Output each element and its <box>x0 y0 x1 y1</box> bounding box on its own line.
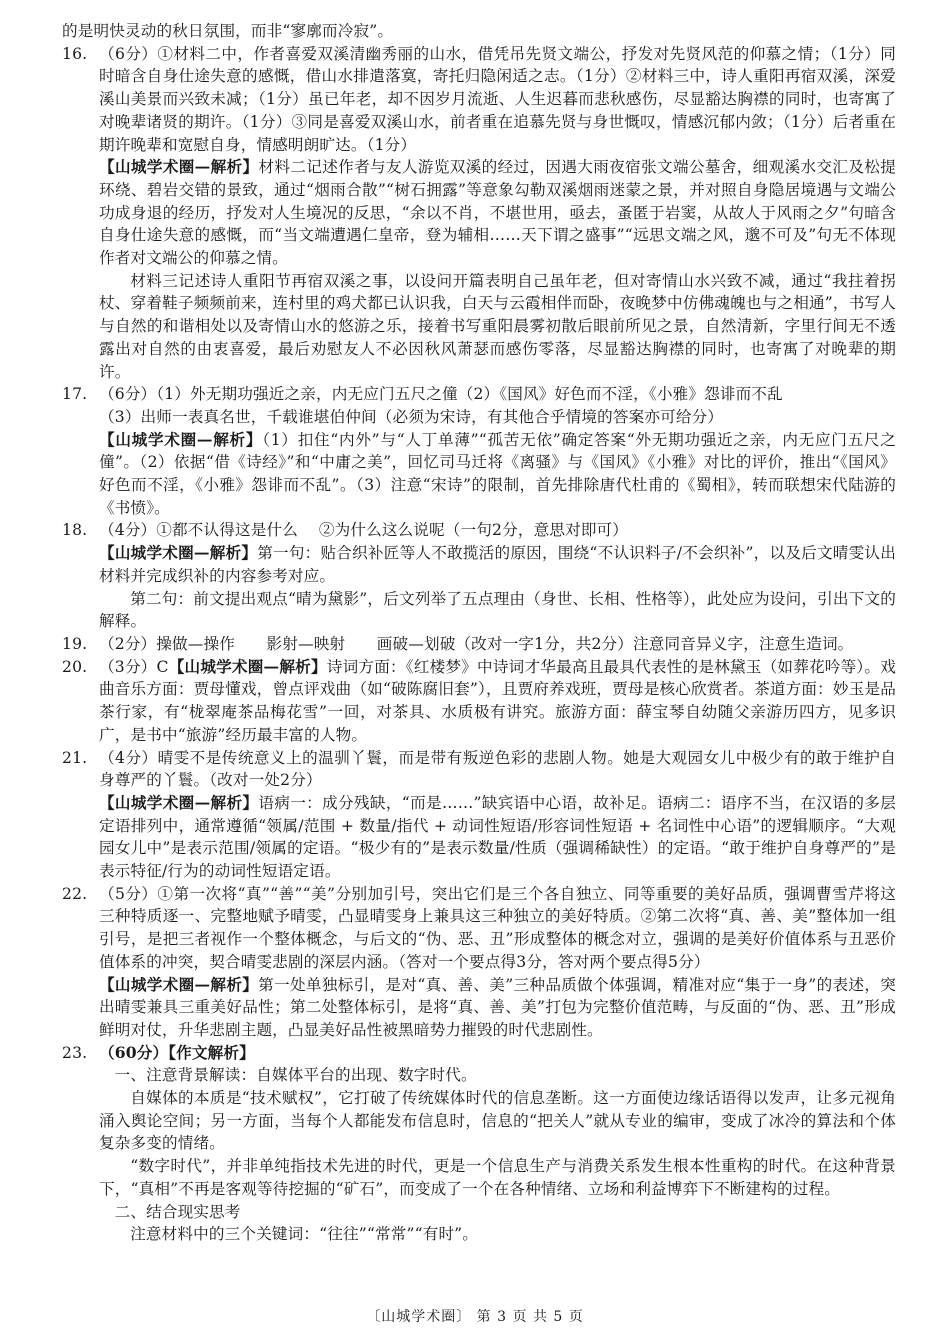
answer-text: （4分）①都不认得这是什么 ②为什么这么说呢（一句2分，意思对即可） <box>99 521 629 540</box>
essay-paragraph: 自媒体的本质是“技术赋权”，它打破了传统媒体时代的信息垄断。这一方面使边缘话语得以发声，让多元视角涌入舆论空间；另一方面，当每个人都能发布信息时，信息的“把关人”就从专业的编审，变成了冰冷的算法和个体复杂多变的情绪。 <box>99 1089 896 1153</box>
question-body <box>99 43 896 157</box>
analysis-paragraph <box>62 542 896 587</box>
question-17 <box>62 383 896 406</box>
essay-heading: （60分）【作文解析】 <box>99 1042 255 1062</box>
question-18 <box>62 519 896 542</box>
question-number: 21. <box>62 748 88 767</box>
analysis-paragraph <box>62 156 896 270</box>
question-number: 23. <box>62 1043 88 1062</box>
question-number: 17. <box>62 385 88 404</box>
question-number: 20. <box>62 657 88 676</box>
analysis-text: 诗词方面：《红楼梦》中诗词才华最高且最具代表性的是林黛玉（如葬花吟等）。戏曲音乐方面：贾母懂戏，曾点评戏曲（如“破陈腐旧套”），且贾府养戏班，贾母是核心欣赏者。茶道方面：妙玉是品茶行家，有“栊翠庵茶品梅花雪”一回，对茶具、水质极有讲究。旅游方面：薛宝琴自幼随父亲游历四方，见多识广，是书中“旅游”经历最丰富的人物。 <box>99 657 896 744</box>
answer-text: （5分）①第一次将“真”“善”“美”分别加引号，突出它们是三个各自独立、同等重要的美好品质，强调曹雪芹将这三种特质逐一、完整地赋予晴雯，凸显晴雯身上兼具这三种独立的美好特质。②第二次将“真、善、美”整体加一组引号，是把三者视作一个整体概念，与后文的“伪、恶、丑”形成整体的概念对立，强调的是美好价值体系与丑恶价值体系的冲突，契合晴雯悲剧的深层内涵。（答对一个要点得3分，答对两个要点得5分） <box>99 884 896 971</box>
analysis-paragraph: 第二句：前文提出观点“晴为黛影”，后文列举了五点理由（身世、长相、性格等），此处应为设问，引出下文的解释。 <box>99 589 896 631</box>
analysis-tag: 【山城学术圈—解析】 <box>99 974 259 994</box>
question-23 <box>62 1042 896 1065</box>
question-number: 16. <box>62 44 88 63</box>
question-body <box>99 883 896 974</box>
analysis-tag: 【山城学术圈—解析】 <box>99 792 259 812</box>
analysis-tag: 【山城学术圈—解析】 <box>168 656 327 676</box>
answer-text <box>99 656 896 747</box>
answer-text: （2分）操做—操作 影射—映射 画破—划破（改对一字1分，共2分）注意同音异义字，注意生造词。 <box>99 634 854 653</box>
answer-text: （4分）晴雯不是传统意义上的温驯丫鬟，而是带有叛逆色彩的悲剧人物。她是大观园女儿中极少有的敢于维护自身尊严的丫鬟。（改对一处2分） <box>99 748 896 790</box>
analysis-paragraph <box>62 792 896 883</box>
analysis-text: （1）扣住“内外”与“人丁单薄”“孤苦无依”确定答案“外无期功强近之亲，内无应门五尺之僮”。（2）依据“借《诗经》”和“中庸之美”，回忆司马迁将《离骚》与《国风》《小雅》对比的评价，推出“《国风》好色而不淫，《小雅》怨诽而不乱”。（3）注意“宋诗”的限制，首先排除唐代杜甫的《蜀相》，转而联想宋代陆游的《书愤》。 <box>99 430 896 517</box>
answer-text: （3）出师一表真名世，千载谁堪伯仲间（必须为宋诗，有其他合乎情境的答案亦可给分） <box>99 407 724 426</box>
analysis-text: 材料二记述作者与友人游览双溪的经过，因遇大雨夜宿张文端公墓舍，细观溪水交汇及松提环绕、碧岩交错的景致，通过“烟雨合散”“树石拥露”等意象勾勒双溪烟雨迷蒙之景，并对照自身隐居境遇与文端公功成身退的经历，抒发对人生境况的反思，“余以不肖，不堪世用，亟去，蚤匿于岩窦，从故人于风雨之夕”句暗含自身仕途失意的感慨，而“当文端遭遇仁皇帝，登为辅相……天下谓之盛事”“远思文端之风，邈不可及”句无不体现作者对文端公的仰慕之情。 <box>99 158 896 268</box>
analysis-paragraph <box>62 429 896 520</box>
analysis-tag: 【山城学术圈—解析】 <box>99 543 258 563</box>
answer-text: （6分）①材料二中，作者喜爱双溪清幽秀丽的山水，借凭吊先贤文端公，抒发对先贤风范的仰慕之情；（1分）同时暗含自身仕途失意的感慨，借山水排遣落寞，寄托归隐闲适之志。（1分）②材料三中，诗人重阳再宿双溪，深爱溪山美景而兴致未减；（1分）虽已年老，却不因岁月流逝、人生迟暮而悲秋感伤，尽显豁达胸襟的同时，也寄寓了对晚辈诸贤的期许。（1分）③同是喜爱双溪山水，前者重在追慕先贤与身世慨叹，情感沉郁内敛；（1分）后者重在期许晚辈和宽慰自身，情感明朗旷达。（1分） <box>99 44 896 154</box>
analysis-text: 第一句：贴合织补匠等人不敢揽活的原因，围绕“不认识料子/不会织补”，以及后文晴雯认出材料并完成织补的内容参考对应。 <box>99 544 896 585</box>
essay-paragraph: 注意材料中的三个关键词：“往往”“常常”“有时”。 <box>130 1225 479 1244</box>
question-19 <box>62 633 896 656</box>
question-number: 19. <box>62 634 88 653</box>
question-number: 22. <box>62 884 88 903</box>
question-body <box>99 519 896 542</box>
answer-text: （6分）（1）外无期功强近之亲，内无应门五尺之僮（2）《国风》好色而不淫，《小雅》怨诽而不乱 <box>99 385 783 404</box>
answer-sheet-body <box>62 20 896 1246</box>
question-21 <box>62 747 896 792</box>
question-body <box>99 1042 896 1065</box>
page-footer: 〔山城学术圈〕 第 3 页 共 5 页 <box>366 1309 584 1325</box>
analysis-paragraph: 材料三记述诗人重阳节再宿双溪之事，以设问开篇表明自己虽年老，但对寄情山水兴致不减，通过“我拄着拐杖、穿着鞋子频频前来，连村里的鸡犬都已认识我，白天与云霞相伴而卧，夜晚梦中仿佛魂魄也与之相通”，书写人与自然的和谐相处以及寄情山水的悠游之乐，接着书写重阳晨雾初散后眼前所见之景，自然清新，字里行间无不透露出对自然的由衷喜爱，最后劝慰友人不必因秋风萧瑟而感伤零落，尽显豁达胸襟的同时，也寄寓了对晚辈的期许。 <box>99 271 896 381</box>
carryover-text: 的是明快灵动的秋日氛围，而非“寥廓而冷寂”。 <box>62 22 394 40</box>
question-body <box>99 633 896 656</box>
question-16 <box>62 43 896 157</box>
analysis-tag: 【山城学术圈—解析】 <box>99 157 259 177</box>
question-body <box>99 383 896 406</box>
essay-paragraph: “数字时代”，并非单纯指技术先进的时代，更是一个信息生产与消费关系发生根本性重构的时代。在这种背景下，“真相”不再是客观等待挖掘的“矿石”，而变成了一个在各种情绪、立场和利益博弈下不断建构的过程。 <box>99 1157 896 1198</box>
analysis-paragraph <box>62 974 896 1042</box>
analysis-text: 第一处单独标引，是对“真、善、美”三种品质做个体强调，精准对应“集于一身”的表述，突出晴雯兼具三重美好品性；第二处整体标引，是将“真、善、美”打包为完整价值范畴，与反面的“伪、恶、丑”形成鲜明对仗，升华悲剧主题，凸显美好品性被黑暗势力摧毁的时代悲剧性。 <box>99 975 896 1039</box>
analysis-text: 语病一：成分残缺，“而是……”缺宾语中心语，故补足。语病二：语序不当，在汉语的多层定语排列中，通常遵循“领属/范围 + 数量/指代 + 动词性短语/形容词性短语 + 名词性中心语”的逻辑顺序。“大观园女儿中”是表示范围/领属的定语。“极少有的”是表示数量/性质（强调稀缺性）的定语。“敢于维护自身尊严的”是表示特征/行为的动词性短语定语。 <box>99 793 896 881</box>
question-22 <box>62 883 896 974</box>
section-heading: 二、结合现实思考 <box>114 1202 241 1221</box>
answer-choice: （3分）C <box>99 657 169 676</box>
section-heading: 一、注意背景解读：自媒体平台的出现、数字时代。 <box>114 1066 477 1085</box>
question-number: 18. <box>62 521 88 540</box>
question-body <box>99 656 896 747</box>
question-20 <box>62 656 896 747</box>
question-body <box>99 747 896 792</box>
analysis-tag: 【山城学术圈—解析】 <box>99 429 263 449</box>
